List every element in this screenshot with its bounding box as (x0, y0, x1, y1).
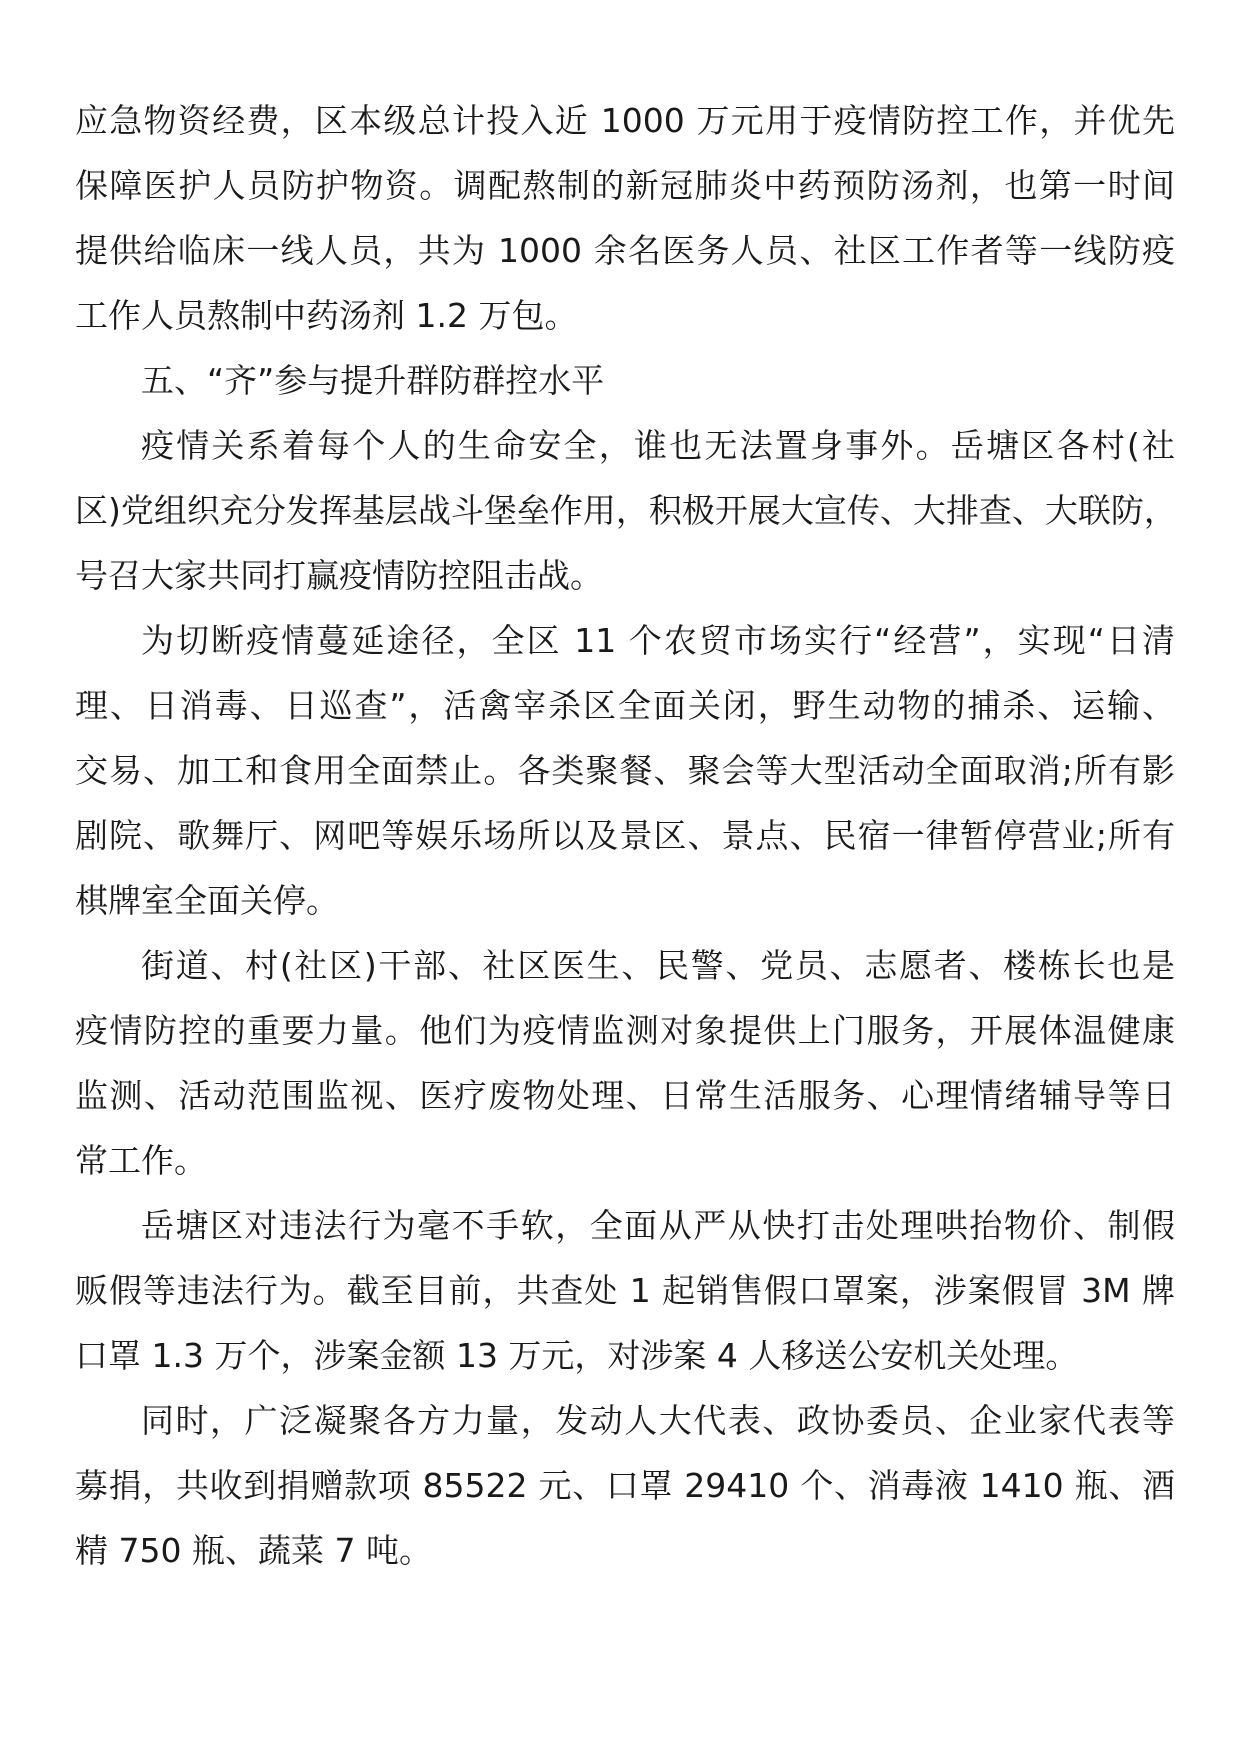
text-line: 同时，广泛凝聚各方力量，发动人大代表、政协委员、企业家代表等 (141, 1401, 1175, 1440)
paragraph (75, 933, 1175, 1193)
text-line: 区)党组织充分发挥基层战斗堡垒作用，积极开展大宣传、大排查、大联防， (75, 491, 1177, 530)
text-line: 精 750 瓶、蔬菜 7 吨。 (75, 1531, 432, 1570)
text-line: 保障医护人员防护物资。调配熬制的新冠肺炎中药预防汤剂，也第一时间 (75, 166, 1175, 205)
text-line: 常工作。 (75, 1141, 207, 1180)
text-line: 募捐，共收到捐赠款项 85522 元、口罩 29410 个、消毒液 1410 瓶、酒 (75, 1466, 1175, 1505)
text-line: 号召大家共同打赢疫情防控阻击战。 (75, 556, 603, 595)
section-heading (75, 348, 1175, 413)
paragraph (75, 413, 1175, 608)
text-line: 监测、活动范围监视、医疗废物处理、日常生活服务、心理情绪辅导等日 (75, 1076, 1175, 1115)
text-line: 交易、加工和食用全面禁止。各类聚餐、聚会等大型活动全面取消;所有影 (75, 751, 1175, 790)
text-line: 提供给临床一线人员，共为 1000 余名医务人员、社区工作者等一线防疫 (75, 231, 1175, 270)
text-line: 为切断疫情蔓延途径，全区 11 个农贸市场实行“经营”，实现“日清 (141, 621, 1175, 660)
text-line: 疫情关系着每个人的生命安全，谁也无法置身事外。岳塘区各村(社 (141, 426, 1175, 465)
text-line: 理、日消毒、日巡查”，活禽宰杀区全面关闭，野生动物的捕杀、运输、 (75, 686, 1175, 725)
paragraph (75, 1193, 1175, 1388)
text-line: 棋牌室全面关停。 (75, 881, 339, 920)
paragraph (75, 608, 1175, 933)
text-line: 岳塘区对违法行为毫不手软，全面从严从快打击处理哄抬物价、制假 (141, 1206, 1175, 1245)
text-line: 工作人员熬制中药汤剂 1.2 万包。 (75, 296, 578, 335)
heading-text: 五、“齐”参与提升群防群控水平 (141, 361, 605, 400)
text-line: 应急物资经费，区本级总计投入近 1000 万元用于疫情防控工作，并优先 (75, 101, 1175, 140)
text-line: 街道、村(社区)干部、社区医生、民警、党员、志愿者、楼栋长也是 (141, 946, 1175, 985)
paragraph (75, 1388, 1175, 1583)
paragraph (75, 88, 1175, 348)
text-line: 剧院、歌舞厅、网吧等娱乐场所以及景区、景点、民宿一律暂停营业;所有 (75, 816, 1175, 855)
text-line: 疫情防控的重要力量。他们为疫情监测对象提供上门服务，开展体温健康 (75, 1011, 1175, 1050)
document-body (75, 88, 1175, 1583)
text-line: 贩假等违法行为。截至目前，共查处 1 起销售假口罩案，涉案假冒 3M 牌 (75, 1271, 1175, 1310)
text-line: 口罩 1.3 万个，涉案金额 13 万元，对涉案 4 人移送公安机关处理。 (75, 1336, 1079, 1375)
